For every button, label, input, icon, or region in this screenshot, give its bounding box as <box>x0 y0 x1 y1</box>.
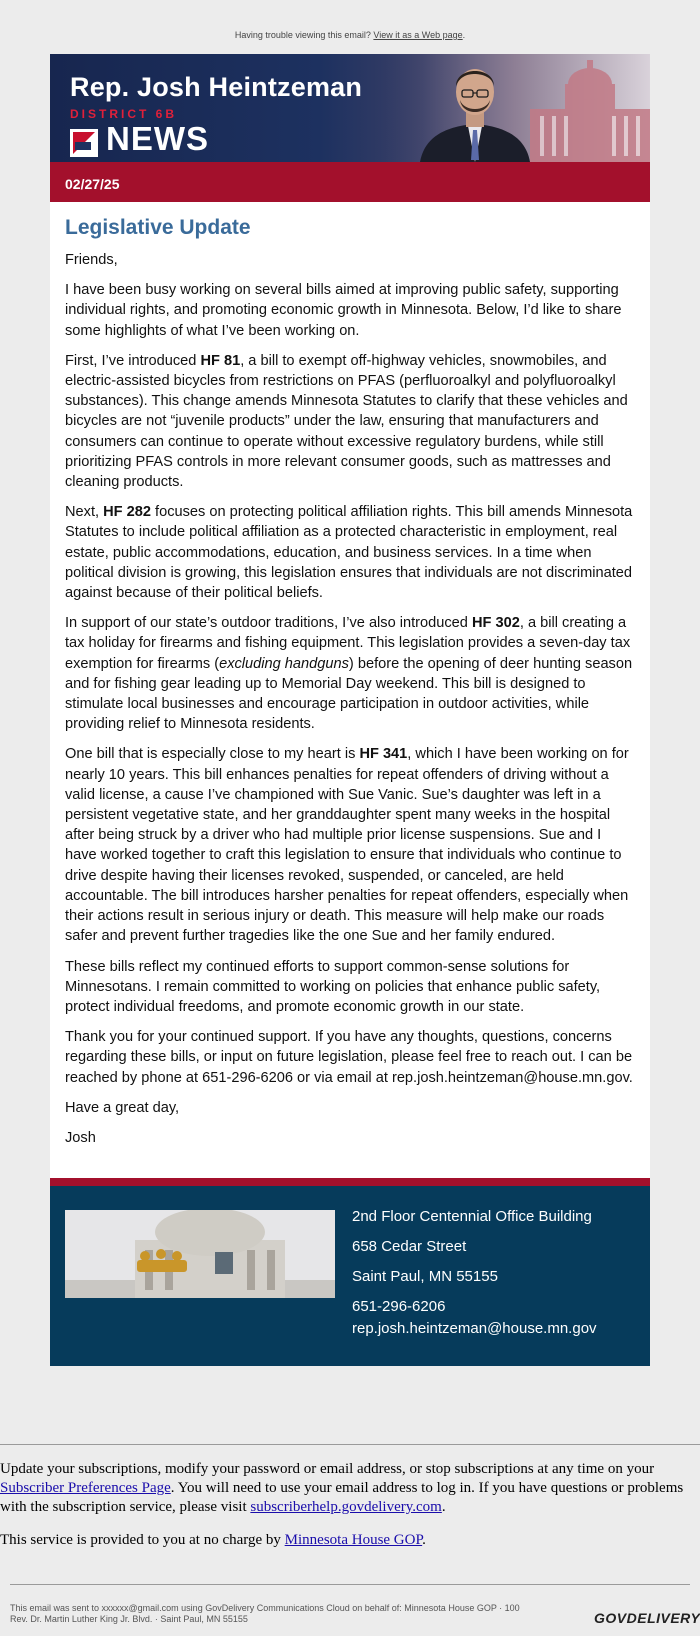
address-lines <box>352 1206 597 1348</box>
legal-line-2: Rev. Dr. Martin Luther King Jr. Blvd. · Saint Paul, MN 55155 <box>10 1614 248 1624</box>
hf81-paragraph: First, I’ve introduced HF 81, a bill to exempt off-highway vehicles, snowmobiles, and electric-assisted bicycles from restrictions on PFAS (perfluoroalkyl and polyfluoroalkyl substances). This change amends Minnesota Statutes to clarify that these vehicles and bicycles are not “juvenile products” under the law, ensuring that manufacturers and consumers can continue to operate without excessive regulatory burdens, while still prioritizing PFAS controls in more relevant consumer goods, such as mattresses and cleaning products. <box>65 352 628 491</box>
greeting: Friends, <box>65 252 118 268</box>
bill-hf302: HF 302 <box>471 615 520 632</box>
contact-paragraph: Thank you for your continued support. If you have any thoughts, questions, concerns regarding these bills, or input on future legislation, please feel free to reach out. I can be reached by phone at 651-296-6206 or via email at rep.josh.heintzeman@house.mn.gov. <box>65 1029 633 1086</box>
govdelivery-logo[interactable]: GOVDELIVERY <box>594 1610 700 1626</box>
web-view-link[interactable]: View it as a Web page <box>373 30 463 40</box>
intro-paragraph: I have been busy working on several bills aimed at improving public safety, supporting individual rights, and promoting economic growth in Minnesota. Below, I’d like to share some highlights of what I’ve been working on. <box>65 282 622 339</box>
address-building: 2nd Floor Centennial Office Building <box>352 1208 592 1226</box>
district-label: DISTRICT 6B <box>70 107 178 121</box>
web-view-text: Having trouble viewing this email? <box>234 30 374 40</box>
rep-photo <box>380 54 650 162</box>
subscription-section <box>0 1460 700 1564</box>
newsletter-card <box>50 54 650 1366</box>
issue-date: 02/27/25 <box>50 162 650 202</box>
divider-bottom <box>10 1584 690 1585</box>
address-city: Saint Paul, MN 55155 <box>352 1268 498 1286</box>
rep-name: Rep. Josh Heintzeman <box>70 72 363 102</box>
legal-line-1: This email was sent to xxxxxx@gmail.com using GovDelivery Communications Cloud on behalf of: Minnesota House GOP · 100 <box>10 1603 520 1613</box>
footer-accent-bar <box>50 1178 650 1186</box>
minnesota-flag-icon <box>70 129 98 157</box>
header-banner <box>50 54 650 162</box>
address-street: 658 Cedar Street <box>352 1238 467 1256</box>
hf282-paragraph: Next, HF 282 focuses on protecting political affiliation rights. This bill amends Minnesota Statutes to include political affiliation as a protected characteristic in employment, real estate, public accommodations, education, and business services. In a time when political division is growing, this legislation ensures that individuals are not discriminated against because of their political beliefs. <box>65 504 633 602</box>
divider-top <box>0 1444 700 1445</box>
web-view-period: . <box>462 30 466 40</box>
bill-hf341: HF 341 <box>359 746 408 763</box>
subscriber-preferences-link[interactable]: Subscriber Preferences Page <box>0 1480 171 1496</box>
summary-paragraph: These bills reflect my continued efforts to support common-sense solutions for Minnesotans. I remain committed to working on policies that enhance public safety, protect individual freedoms, and promote economic growth in our state. <box>65 958 601 1015</box>
subscription-text: Update your subscriptions, modify your password or email address, or stop subscriptions at any time on your Subscriber Preferences Page. You will need to use your email address to log in. If you have questions or problems with the subscription service, please visit subscriberhelp.govdelivery.com. <box>0 1461 684 1515</box>
news-label: NEWS <box>106 120 209 157</box>
hf341-paragraph: One bill that is especially close to my heart is HF 341, which I have been working on for nearly 10 years. This bill enhances penalties for repeat offenders of driving without a valid license, a cause I’ve championed with Sue Vanic. Sue’s daughter was left in a persistent vegetative state, and her granddaughter spent many weeks in the hospital after being struck by a driver who had multiple prior license suspensions. Sue and I have worked together to craft this legislation to ensure that individuals who continue to drive despite having their licenses revoked, suspended, or canceled, are held accountable. The bill introduces harsher penalties for repeat offenders, especially when their actions result in serious injury or death. This measure will help make our roads safer and prevent further tragedies like the one Sue and her family endured. <box>65 746 629 945</box>
bill-hf81: HF 81 <box>200 352 241 369</box>
hf302-paragraph: In support of our state’s outdoor traditions, I’ve also introduced HF 302, a bill creating a tax holiday for firearms and fishing equipment. This legislation provides a seven-day tax exemption for firearms (excluding handguns) before the opening of deer hunting season and for fishing gear leading up to Memorial Day weekend. This bill is designed to stimulate local businesses and encourage participation in outdoor activities, while providing relief to Minnesota residents. <box>65 615 633 733</box>
address-email: rep.josh.heintzeman@house.mn.gov <box>352 1320 597 1338</box>
web-view-note <box>0 30 700 40</box>
article-body <box>50 202 650 1172</box>
address-phone: 651-296-6206 <box>352 1298 446 1316</box>
signoff: Have a great day, <box>65 1099 180 1116</box>
golden-quadriga <box>137 1249 187 1272</box>
signature: Josh <box>65 1129 96 1146</box>
legal-footer <box>10 1603 580 1625</box>
provided-by-text: This service is provided to you at no charge by Minnesota House GOP. <box>0 1532 426 1548</box>
bill-hf282: HF 282 <box>103 504 151 521</box>
article-title: Legislative Update <box>65 216 251 239</box>
minnesota-house-gop-link[interactable]: Minnesota House GOP <box>284 1532 423 1548</box>
subscriber-help-link[interactable]: subscriberhelp.govdelivery.com <box>250 1499 442 1515</box>
capitol-dome-photo <box>65 1210 335 1298</box>
office-address-block <box>50 1186 650 1366</box>
